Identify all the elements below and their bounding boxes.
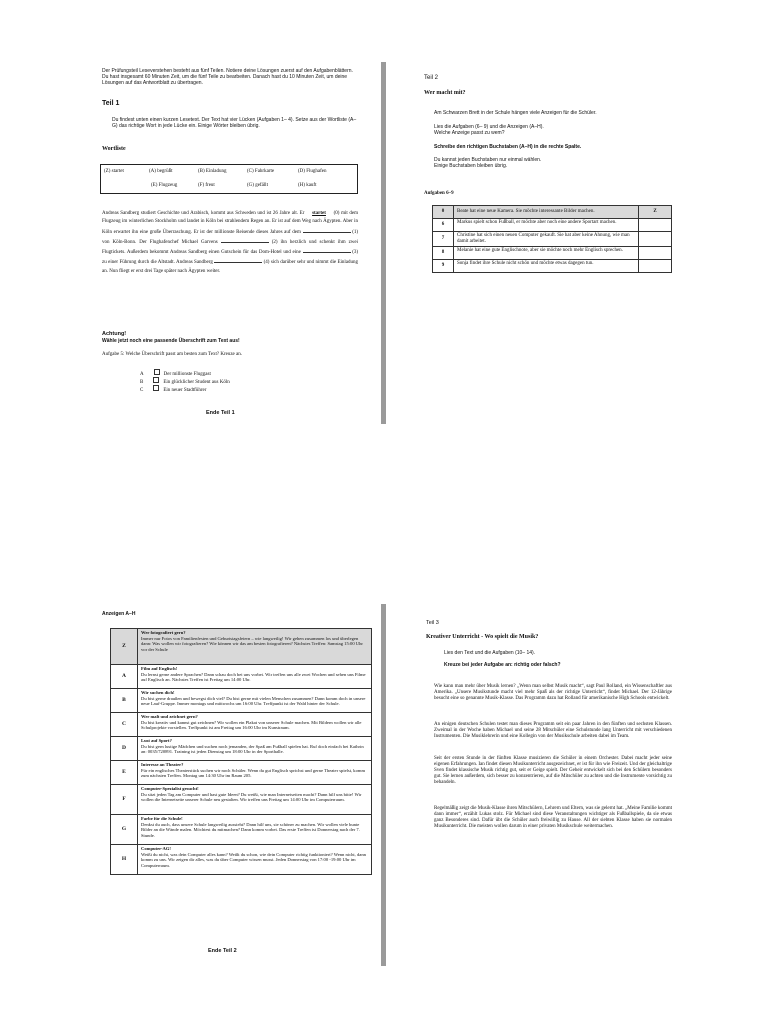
row-number: 6 bbox=[433, 219, 454, 232]
instruction-text: Du findest unten einen kurzen Lesetext. Der Text hat vier Lücken (Aufgaben 1– 4). Setze aus der Wortliste (A–G) das richtige Wort in jede Lücke ein. Einige Wörter bleiben übrig. bbox=[112, 117, 357, 129]
footer-part-2: Ende Teil 2 bbox=[208, 948, 237, 954]
ad-title: Farbe für die Schule! bbox=[141, 816, 183, 821]
ad-cell bbox=[138, 737, 372, 761]
ad-letter: A bbox=[111, 665, 138, 689]
row-text: Melanie hat eine gute Englischnote, aber sie möchte noch mehr Englisch sprechen. bbox=[454, 247, 639, 260]
part-title: Teil 1 bbox=[102, 100, 120, 107]
ad-title: Wer malt und zeichnet gern? bbox=[141, 714, 198, 719]
gap-4-line[interactable] bbox=[214, 257, 262, 263]
page-divider-bottom bbox=[381, 604, 386, 966]
task-5: Aufgabe 5: Welche Überschrift passt am besten zum Text? Kreuze an. bbox=[102, 352, 242, 357]
table-row bbox=[111, 761, 372, 785]
ad-text: Du bist gern lustige Mädchen und suchen noch jemanden, der Spaß am Fußball spielen hat. Ruf doch einfach bei Kathrin an: 0035/720891. Training ist jeden Dienstag um 18:00 Uhr in der Sporthalle. bbox=[141, 743, 364, 754]
ad-cell bbox=[138, 815, 372, 845]
row-number: 8 bbox=[433, 247, 454, 260]
table-row bbox=[111, 629, 372, 665]
table-row bbox=[433, 206, 672, 219]
table-row bbox=[111, 815, 372, 845]
intro-text: Der Prüfungsteil Leseverstehen besteht aus fünf Teilen. Notiere deine Lösungen zuerst auf den Aufgabenblättern. Du hast insgesamt 60 Minuten Zeit, um die fünf Teile zu bearbeiten. Danach hast du 10 Minuten Zeit, um deine Lösungen auf das Antwortblatt zu übertragen. bbox=[102, 68, 353, 86]
ad-title: Film auf Englisch! bbox=[141, 666, 178, 671]
checkbox-c[interactable] bbox=[153, 385, 159, 391]
ad-text: Immer nur Fotos von Familienfesten und Geburtstagsfeiern – wie langweilig! Wir gehen zusammen los und überlegen dann: Was wollen wir fotografieren? Wie können wir das am besten fotografieren? Nächstes Treffen: Samstag 15:00 Uhr vor der Schule bbox=[141, 635, 363, 652]
ad-text: Weißt du nicht, was dein Computer alles kann? Weißt du schon, wie dein Computer richtig funktioniert? Wenn nicht, dann komm zu uns. Wir zeigen dir alles, was du über Computer wissen musst. Jeden Donnerstag von 17:00 -19:00 Uhr im Computerraum. bbox=[141, 851, 366, 868]
ad-title: Lust auf Sport? bbox=[141, 738, 172, 743]
ad-text: Du sitzt jeden Tag am Computer und hast gute Ideen? Du weißt, wie man Internetseiten macht? Dann hilf uns bitte! Wir wollen die Internetseite unserer Schule neu gestalten. Wir treffen uns Freitag um 14:00 Uhr im Computerraum. bbox=[141, 791, 362, 802]
article-paragraph-1: Wie kann man mehr über Musik lernen? „Wenn man selbst Musik macht“, sagt Paul Rolland, ein Wissenschaftler aus Amerika. „Unsere Musikstunde macht viel mehr Spaß als der richtige Unterricht“, findet Michael. Der 12-Jährige besucht eine so genannte Musik-Klasse. Das Programm dazu hat Rolland für amerikanische High Schools entwickelt. bbox=[434, 684, 672, 701]
word-e: (E) Flugzeug bbox=[151, 183, 178, 188]
option-a[interactable]: A Der millionste Fluggast bbox=[140, 369, 211, 378]
table-row bbox=[111, 665, 372, 689]
ad-text: Für ein englisches Theaterstück suchen wir noch Schüler. Wenn du gut Englisch sprichst und gerne Theater spielst, komm zum nächsten Treffen. Montag um 14:30 Uhr im Raum 205. bbox=[141, 767, 366, 778]
answer-cell-8[interactable] bbox=[639, 247, 672, 260]
ad-title: Computer-Spezialist gesucht! bbox=[141, 786, 199, 791]
checkbox-a[interactable] bbox=[154, 369, 160, 375]
wordlist-box bbox=[100, 164, 358, 194]
heading-kreativer-unterricht: Kreativer Unterricht - Wo spielt die Musik? bbox=[426, 634, 539, 640]
table-row bbox=[111, 737, 372, 761]
heading-wer-macht-mit: Wer macht mit? bbox=[424, 90, 466, 96]
ads-table bbox=[110, 628, 372, 875]
instruction-2b: Welche Anzeige passt zu wem? bbox=[434, 130, 505, 136]
ads-title: Anzeigen A–H bbox=[102, 611, 136, 617]
article-paragraph-3: Seit der ersten Stunde in der fünften Klasse musizieren die Schüler in einem Orchester. Dabei macht jeder seine eigenen Erfahrungen. Ian findet diesen Musikunterricht ausgezeichnet, er ist für ihn wie Freizeit. Und der gleichaltrige Sven findet klassische Musik richtig gut, seit er Geige spielt. Der Geheir entwickelt sich bei den Schülern besonders gut. Sie lernen außerdem, sich besser zu konzentrieren, auf die Mitschüler zu achten und die Instrumente vorsichtig zu behandeln. bbox=[434, 756, 672, 785]
ad-title: Wir suchen dich! bbox=[141, 690, 175, 695]
article-paragraph-4: Regelmäßig zeigt die Musik-Klasse ihren Mitschülern, Lehrern und Eltern, was sie gelernt hat. „Meine Familie kommt dann immer“, erzählt Lukas stolz. Für Michael sind diese Veranstaltungen wichtiger als Fußballspiele, da sie etwas ganz Besonderes sind. Dafür übt die Schüler auch freiwillig zu Hause. All der siebten Klasse haben sie normalen Musikunterricht. Die meisten wollen darum in einer privaten Musikschule weitermachen. bbox=[434, 806, 672, 829]
option-c[interactable]: C Ein neuer Stadtführer bbox=[140, 385, 206, 394]
word-a: (A) begrüßt bbox=[149, 169, 173, 174]
answer-cell-7[interactable] bbox=[639, 232, 672, 247]
word-b: (B) Einladung bbox=[198, 169, 227, 174]
table-row bbox=[433, 232, 672, 247]
gap-1-line[interactable] bbox=[303, 227, 351, 233]
ad-letter: G bbox=[111, 815, 138, 845]
instruction-3a: Lies den Text und die Aufgaben (10– 14). bbox=[444, 650, 536, 656]
ad-text: Du bist gerne draußen und bewegst dich viel? Du bist gerne mit vielen Menschen zusammen? Dann komm doch in unsere neue Lauf-Gruppe. Immer montags und mittwochs um 16:00 Uhr. Treffpunkt ist der Wald hinter der Schule. bbox=[141, 695, 366, 706]
word-c: (C) Fahrkarte bbox=[247, 169, 275, 174]
ad-text: Du lernst gerne andere Sprachen? Dann schau doch bei uns vorbei. Wir treffen uns alle zwei Wochen und sehen uns Filme auf Englisch an. Nächstes Treffen ist Freitag um 14:00 Uhr. bbox=[141, 671, 366, 682]
option-b[interactable]: B Ein glücklicher Student aus Köln bbox=[140, 377, 230, 386]
ad-cell bbox=[138, 845, 372, 875]
tasks-table bbox=[432, 205, 672, 273]
ad-cell bbox=[138, 713, 372, 737]
ad-letter: C bbox=[111, 713, 138, 737]
instruction-2e: Einige Buchstaben bleiben übrig. bbox=[434, 163, 508, 169]
ad-text: Du bist kreativ und kannst gut zeichnen? Wir wollen ein Plakat von unserer Schule machen. Mit Bildern wollen wir alle Schulprojekte vorstellen. Treffpunkt ist am Freitag um 16:00 Uhr im Kunstraum. bbox=[141, 719, 362, 730]
example-answer: startet bbox=[312, 211, 326, 216]
ad-letter: F bbox=[111, 785, 138, 815]
page-3 bbox=[80, 600, 378, 966]
answer-cell-6[interactable] bbox=[639, 219, 672, 232]
ad-cell bbox=[138, 665, 372, 689]
part-title-3: Teil 3 bbox=[426, 620, 439, 626]
word-g: (G) gefällt bbox=[247, 183, 268, 188]
row-number: 0 bbox=[433, 206, 454, 219]
gap-3-line[interactable] bbox=[303, 247, 351, 253]
page-1 bbox=[80, 58, 378, 424]
row-text: Christine hat sich einen neuen Computer gekauft. Sie hat aber keine Ahnung, wie man damit arbeitet. bbox=[454, 232, 639, 247]
ad-cell bbox=[138, 629, 372, 665]
page-divider-top bbox=[381, 62, 386, 424]
ad-title: Wer fotografiert gern? bbox=[141, 630, 186, 635]
table-row bbox=[111, 713, 372, 737]
instruction-2c: Schreibe den richtigen Buchstaben (A–H) in die rechte Spalte. bbox=[434, 144, 582, 150]
ad-cell bbox=[138, 761, 372, 785]
word-z: (Z) startet bbox=[104, 169, 124, 174]
row-number: 7 bbox=[433, 232, 454, 247]
ad-letter: H bbox=[111, 845, 138, 875]
intro-2: Am Schwarzen Brett in der Schule hängen viele Anzeigen für die Schüler. bbox=[434, 110, 597, 116]
instruction-2d: Du kannst jeden Buchstaben nur einmal wählen. bbox=[434, 157, 542, 163]
word-d: (D) Flughafen bbox=[298, 169, 327, 174]
ad-letter: E bbox=[111, 761, 138, 785]
ad-letter: D bbox=[111, 737, 138, 761]
word-h: (H) kauft bbox=[298, 183, 317, 188]
row-text: Markus spielt schon Fußball, er möchte aber noch eine andere Sportart machen. bbox=[454, 219, 639, 232]
table-row bbox=[433, 219, 672, 232]
table-row bbox=[433, 247, 672, 260]
attention-title: Achtung! bbox=[102, 331, 127, 337]
ad-cell bbox=[138, 785, 372, 815]
article-paragraph-2: An einigen deutschen Schulen testet man dieses Programm seit ein paar Jahren in den fünften und sechsten Klassen. Zweimal in der Woche haben Michael und seine 28 Mitschüler eine Schulstunde lang Unterricht mit verschiedenen Instrumenten. Die Musiklehrerin und eine Kollegin von der Musikschule arbeiten dabei im Team. bbox=[434, 722, 672, 739]
table-row bbox=[111, 785, 372, 815]
table-row bbox=[111, 845, 372, 875]
attention-subtitle: Wähle jetzt noch eine passende Überschrift zum Text aus! bbox=[102, 338, 240, 344]
row-text: Beate hat eine neue Kamera. Sie möchte interessante Bilder machen. bbox=[454, 206, 639, 219]
ad-title: Interesse an Theater? bbox=[141, 762, 184, 767]
page-4 bbox=[388, 600, 688, 966]
instruction-3b: Kreuze bei jeder Aufgabe an: richtig oder falsch? bbox=[444, 662, 561, 668]
page-2 bbox=[388, 58, 688, 424]
row-number: 9 bbox=[433, 260, 454, 273]
ad-letter: B bbox=[111, 689, 138, 713]
row-answer: Z bbox=[639, 206, 672, 219]
row-text: Sonja findet ihre Schule nicht schön und möchte etwas dagegen tun. bbox=[454, 260, 639, 273]
tasks-title: Aufgaben 6–9 bbox=[424, 191, 454, 196]
reading-text: Andreas Sandberg studiert Geschichte und Arabisch, kommt aus Schweden und ist 26 Jahre alt. Er startet (0) mit dem Flugzeug im winterlichen Stockholm und landet in Köln bei strahlendem Regen an. Er ist auf dem Weg nach Ägypten. Aber in Köln erwartet ihn eine große Überraschung. Er ist der millionste Reisende dieses Jahres auf dem (1) von Köln-Bonn. Der Flughafenchef Michael Garvens (2) ihn herzlich und schenkt ihm zwei Flugtickets. Außerdem bekommt Andreas Sandberg einen Gutschein für das Dom-Hotel und eine (3) zu einer Führung durch die Altstadt. Andreas Sandberg (4) sich darüber sehr und nimmt die Einladung an. Nun fliegt er erst drei Tage später nach Ägypten weiter. bbox=[102, 211, 359, 274]
answer-cell-9[interactable] bbox=[639, 260, 672, 273]
ad-text: Denkst du auch, dass unsere Schule langweilig aussieht? Dann hilf uns, sie schöner zu machen. Wir wollen viele bunte Bilder an die Wände malen. Möchtest du mitmachen? Dann komm vorbei. Das erste Treffen ist Donnerstag nach der 7. Stunde. bbox=[141, 821, 360, 838]
ad-letter: Z bbox=[111, 629, 138, 665]
part-title-2: Teil 2 bbox=[424, 75, 439, 81]
gap-2-line[interactable] bbox=[221, 237, 269, 243]
wordlist-title: Wortliste bbox=[102, 146, 126, 152]
word-f: (F) freut bbox=[198, 183, 215, 188]
table-row bbox=[111, 689, 372, 713]
checkbox-b[interactable] bbox=[153, 377, 159, 383]
ad-title: Computer-AG! bbox=[141, 846, 171, 851]
ad-cell bbox=[138, 689, 372, 713]
footer-part-1: Ende Teil 1 bbox=[206, 410, 235, 416]
table-row bbox=[433, 260, 672, 273]
instruction-2a: Lies die Aufgaben (6– 9) und die Anzeigen (A–H). bbox=[434, 124, 544, 130]
